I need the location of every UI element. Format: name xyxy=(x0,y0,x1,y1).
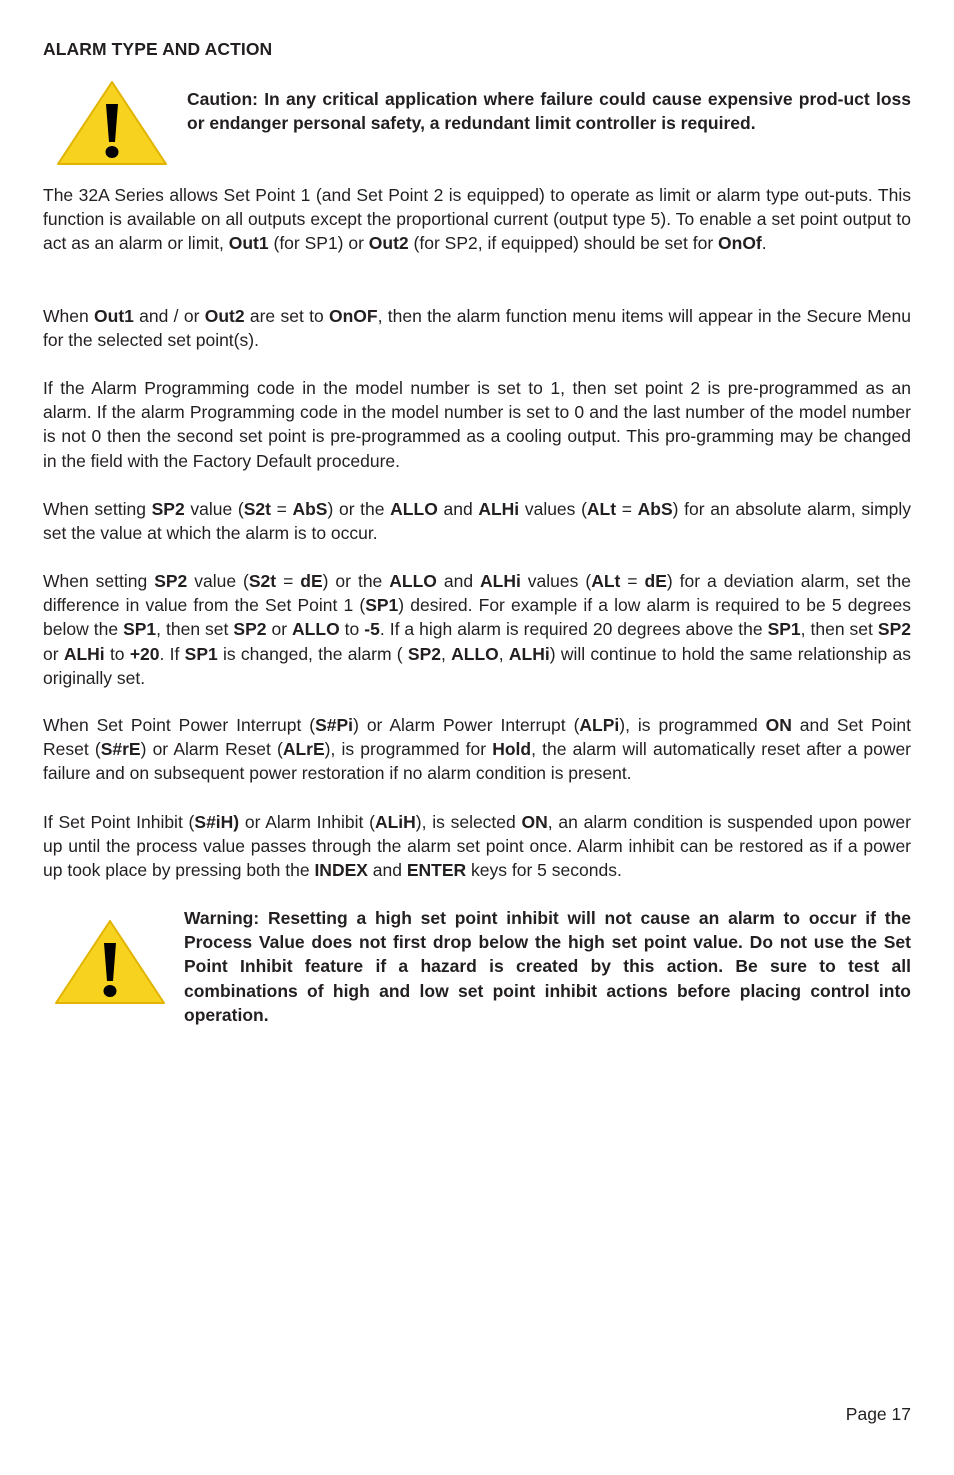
bold-term: ALLO xyxy=(292,619,340,640)
paragraph-3: If the Alarm Programming code in the model number is set to 1, then set point 2 is pre-programmed as an alarm. If the alarm Programming code in the model number is set to 0 and the last number of the model number is not 0 then the second set point is pre-programmed as a cooling output. This pro-gramming may be changed in the field with the Factory Default procedure. xyxy=(43,378,911,471)
paragraph-5: When setting SP2 value (S2t = dE) or the ALLO and ALHi values (ALt = dE) for a deviation alarm, set the difference in value from the Set Point 1 (SP1) desired. For example if a low alarm is required to be 5 degrees below the SP1, then set SP2 or ALLO to -5. If a high alarm is required 20 degrees above the SP1, then set SP2 or ALHi to +20. If SP1 is changed, the alarm ( SP2, ALLO, ALHi) will continue to hold the same relationship as originally set. xyxy=(43,571,911,688)
bold-term: Out1 xyxy=(228,233,269,254)
bold-term: ALLO xyxy=(451,643,499,664)
bold-term: S#iH) xyxy=(194,812,240,832)
paragraph-1: The 32A Series allows Set Point 1 (and Set Point 2 is equipped) to operate as limit or alarm type out-puts. This function is available on all outputs except the proportional current (output type 5). To enable a set point output to act as an alarm or limit, Out1 (for SP1) or Out2 (for SP2, if equipped) should be set for OnOf. xyxy=(43,185,911,254)
section-heading: ALARM TYPE AND ACTION xyxy=(43,39,273,59)
paragraph-7: If Set Point Inhibit (S#iH) or Alarm Inhibit (ALiH), is selected ON, an alarm condition is suspended upon power up until the process value passes through the alarm set point once. Alarm inhibit can be restored as if a power up took place by pressing both the INDEX and ENTER keys for 5 seconds. xyxy=(43,812,911,881)
bold-term: ALrE xyxy=(282,739,325,760)
bold-term: SP2 xyxy=(233,619,267,640)
bold-term: INDEX xyxy=(314,860,368,881)
bold-term: S#Pi xyxy=(315,715,354,735)
bold-term: SP2 xyxy=(154,571,188,591)
bold-term: ALt xyxy=(591,571,621,591)
bold-term: SP1 xyxy=(767,619,801,640)
bold-term: SP2 xyxy=(407,643,441,664)
paragraph-4: When setting SP2 value (S2t = AbS) or the ALLO and ALHi values (ALt = AbS) for an absolute alarm, simply set the value at which the alarm is to occur. xyxy=(43,499,912,544)
warning-triangle-icon xyxy=(56,80,168,166)
caution-text: Caution: In any critical application where failure could cause expensive prod-uct loss or endanger personal safety, a redundant limit controller is required. xyxy=(187,89,911,134)
bold-term: Out1 xyxy=(94,306,134,326)
bold-term: dE xyxy=(644,571,667,591)
bold-term: ALLO xyxy=(390,499,438,519)
bold-term: ALiH xyxy=(374,812,416,832)
bold-term: ALHi xyxy=(480,571,521,591)
bold-term: OnOf xyxy=(718,233,762,254)
bold-term: S2t xyxy=(248,571,277,591)
bold-term: -5 xyxy=(364,619,380,640)
bold-term: Hold xyxy=(492,739,532,760)
bold-term: ON xyxy=(765,715,792,735)
bold-term: +20 xyxy=(129,643,160,664)
bold-term: ALt xyxy=(586,499,617,519)
bold-term: ALHi xyxy=(478,499,520,519)
bold-term: ALHi xyxy=(63,643,105,664)
bold-term: ENTER xyxy=(406,860,467,881)
warning-text: Warning: Resetting a high set point inhibit will not cause an alarm to occur if the Process Value does not first drop below the high set point value. Do not use the Set Point Inhibit feature if a hazard is created by this action. Be sure to test all combinations of high and low set point inhibit actions before placing control into operation. xyxy=(184,908,911,1025)
bold-term: AbS xyxy=(292,499,328,519)
bold-term: ALLO xyxy=(389,571,437,591)
warning-triangle-icon xyxy=(54,914,166,1010)
bold-term: ON xyxy=(521,812,548,832)
bold-term: OnOF xyxy=(329,306,378,326)
bold-term: Out2 xyxy=(368,233,409,254)
page-number: Page 17 xyxy=(845,1404,911,1424)
bold-term: S#rE xyxy=(100,739,141,760)
bold-term: Out2 xyxy=(204,306,245,326)
bold-term: SP2 xyxy=(151,499,185,519)
paragraph-6: When Set Point Power Interrupt (S#Pi) or Alarm Power Interrupt (ALPi), is programmed ON and Set Point Reset (S#rE) or Alarm Reset (ALrE), is programmed for Hold, the alarm will automatically reset after a power failure and on subsequent power restoration if no alarm condition is present. xyxy=(43,715,912,784)
bold-term: ALPi xyxy=(579,715,620,735)
bold-term: ALHi xyxy=(508,643,550,664)
bold-term: SP1 xyxy=(184,643,218,664)
paragraph-2: When Out1 and / or Out2 are set to OnOF, then the alarm function menu items will appear in the Secure Menu for the selected set point(s). xyxy=(43,306,912,351)
bold-term: AbS xyxy=(637,499,673,519)
bold-term: SP1 xyxy=(365,595,399,616)
bold-term: SP2 xyxy=(877,619,911,640)
bold-term: dE xyxy=(300,571,323,591)
bold-term: SP1 xyxy=(123,619,157,640)
bold-term: S2t xyxy=(243,499,271,519)
